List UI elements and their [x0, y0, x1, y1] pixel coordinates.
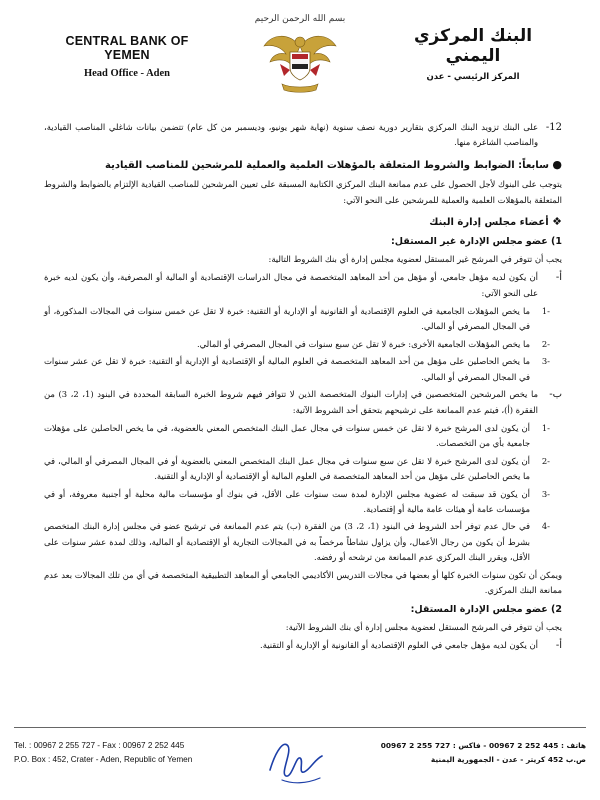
list-item: [44, 120, 562, 151]
item-number: -1: [541, 306, 550, 317]
item-number: -3: [541, 488, 550, 499]
item-number: 12-: [545, 122, 562, 133]
item-text: ما يخص المؤهلات الجامعية الأخرى: خبرة لا تقل عن سبع سنوات في المجال المصرفي أو المالي.: [196, 338, 530, 349]
office-arabic: المركز الرئيسي - عدن: [426, 72, 520, 82]
footer-tel-fax-ar: هاتف : 445 252 2 00967 - فاكس : 727 255 2 00967: [380, 741, 586, 750]
subsection-2-intro: يجب أن تتوفر في المرشح المستقل لعضوية مجلس إدارة أي بنك الشروط الآتية:: [285, 621, 562, 632]
list-item: [44, 337, 562, 352]
basmala-calligraphy: بسم الله الرحمن الرحيم: [254, 14, 346, 24]
item-number: -3: [541, 356, 550, 367]
office-english: Head Office - Aden: [83, 68, 171, 79]
list-item: [44, 519, 562, 565]
diamond-bullet-icon: ❖: [552, 215, 562, 229]
subsection-2-title: 2) عضو مجلس الإدارة المستقل:: [410, 604, 562, 616]
item-text: أن يكون لدى المرشح خبرة لا تقل عن سبع سنوات في مجال عمل البنك المتخصص المعني بالعضوية أو في المجال المصرفي أو المالي، في ما يخص الحاصلين على مؤهل من أحد المعاهد المتخصصة في العلوم المالية أو الإقتصادية أو الإدارية أو التقنية.: [44, 455, 530, 482]
bank-name-arabic: البنك المركزي اليمني: [413, 26, 533, 66]
footer-divider: [14, 727, 586, 728]
section-seven-heading: [44, 157, 562, 173]
clause-text: أن يكون لديه مؤهل جامعي، أو مؤهل من أحد المعاهد المتخصصة في مجال الدراسات الإقتصادية أو المالية أو المصرفية، وأن يكون لديه خبرة على النحو الآتي:: [44, 272, 538, 298]
clause-alef-2: [44, 638, 562, 653]
footer-pobox-ar: ص.ب 452 كريتر - عدن - الجمهورية اليمنية: [430, 755, 586, 764]
header-arabic: [388, 26, 558, 82]
footer-english: [14, 739, 192, 767]
subsection-1-title: 1) عضو مجلس الإدارة غير المستقل:: [390, 236, 562, 248]
item-number: -2: [541, 338, 550, 349]
clause-text: أن يكون لديه مؤهل جامعي في العلوم الإقتصادية أو القانونية أو الإدارية أو التقنية.: [260, 640, 538, 651]
bullet-icon: ●: [552, 157, 562, 171]
item-text: ما يخص المؤهلات الجامعية في العلوم الإقتصادية أو القانونية أو الإدارية أو التقنية: خبرة لا تقل عن خمس سنوات في المجالات المذكورة، أو في المجال المصرفي أو المالي.: [44, 306, 530, 332]
section-seven-title: سابعاً: الضوابط والشروط المتعلقة بالمؤهلات العلمية والعملية للمرشحين للمناصب القيادية: [105, 159, 549, 171]
members-title: أعضاء مجلس إدارة البنك: [429, 217, 549, 229]
members-heading: [44, 214, 562, 230]
section-seven-intro: يتوجب على البنوك لأجل الحصول على عدم ممانعة البنك المركزي الكتابية المسبقة على تعيين المرشحين للمناصب القيادية الإلتزام بالضوابط والشروط المتعلقة بالمؤهلات العلمية والعملية للمرشحين على النحو الآتي:: [44, 179, 562, 205]
eagle-emblem-icon: [250, 24, 350, 98]
item-number: -4: [541, 521, 550, 532]
list-item: [44, 304, 562, 335]
list-item: [44, 487, 562, 518]
bank-name-english: CENTRAL BANK OF YEMEN: [65, 34, 189, 62]
item-number: -1: [541, 422, 550, 433]
footer-pobox-en: P.O. Box : 452, Crater - Aden, Republic of Yemen: [14, 755, 193, 764]
clause-alef: [44, 270, 562, 301]
item-text: أن يكون لدى المرشح خبرة لا تقل عن خمس سنوات في مجال عمل البنك المتخصص المعني بالعضوية، في ما يخص الحاصلين على مؤهلات جامعية بأي من التخصصات.: [44, 422, 530, 449]
document-body: [44, 120, 562, 657]
item-number: -2: [541, 455, 550, 466]
clause-text: ما يخص المرشحين المتخصصين في إدارات البنوك المتخصصة الذين لا تتوافر فيهم شروط الخبرة السابقة المحددة في البنود (1، 2، 3) من الفقرة (أ)، فيتم عدم الممانعة على ترشيحهم بتحقق أحد الشروط الآتية:: [44, 389, 539, 415]
subsection-1-intro: يجب أن تتوفر في المرشح غير المستقل لعضوية مجلس إدارة أي بنك الشروط التالية:: [268, 253, 562, 264]
clause-label: أ-: [555, 640, 562, 652]
list-item: [44, 454, 562, 485]
list-item: [44, 354, 562, 385]
footer-tel-fax-en: Tel. : 00967 2 255 727 - Fax : 00967 2 252 445: [14, 741, 185, 750]
item-text: أن يكون قد سبقت له عضوية مجلس الإدارة لمدة ست سنوات على الأقل، في بنوك أو مؤسسات مالية محلية أو أجنبية معروفة، أو في مؤسسات عامة أو هيئات عامة مالية أو إقتصادية.: [44, 488, 530, 514]
handwritten-signature: [262, 730, 332, 788]
item-text: على البنك تزويد البنك المركزي بتقارير دورية نصف سنوية (نهاية شهر يونيو، وديسمبر من كل عام) تتضمن بيانات شاغلي المناصب القيادية، والمناصب الشاغرة منها.: [44, 122, 538, 148]
clause-label: أ-: [555, 272, 562, 284]
clause-label: ب-: [549, 389, 562, 401]
item-text: ما يخص الحاصلين على مؤهل من أحد المعاهد المتخصصة في العلوم المالية أو الإقتصادية أو الإدارية أو التقنية: خبرة لا تقل عن عشر سنوات في المجال المصرفي أو المالي.: [44, 356, 530, 382]
list-item: [44, 421, 562, 452]
clause-beh: [44, 387, 562, 418]
item-text: في حال عدم توفر أحد الشروط في البنود (1، 2، 3) من الفقرة (ب) يتم عدم الممانعة في ترشيح عضو في مجلس إدارة البنك المتخصص بشرط أن يكون من رجال الأعمال، وأن يزاول نشاطاً مرخصاً به في المجالات التجارية أو الإقتصادية أو المالية، وذلك لمدة عشر سنوات على الأقل، ويقرر البنك المركزي عدم الممانعة من ترشحه أو رفضه.: [44, 521, 531, 563]
header-english: [42, 34, 212, 79]
yemen-emblem: [250, 14, 350, 104]
closing-paragraph: ويمكن أن تكون سنوات الخبرة كلها أو بعضها في مجالات التدريس الأكاديمي الجامعي أو المعاهد التطبيقية المتخصصة في أي من تلك المجالات بعد عدم ممانعة البنك المركزي.: [44, 569, 562, 595]
footer-arabic: [381, 739, 586, 767]
